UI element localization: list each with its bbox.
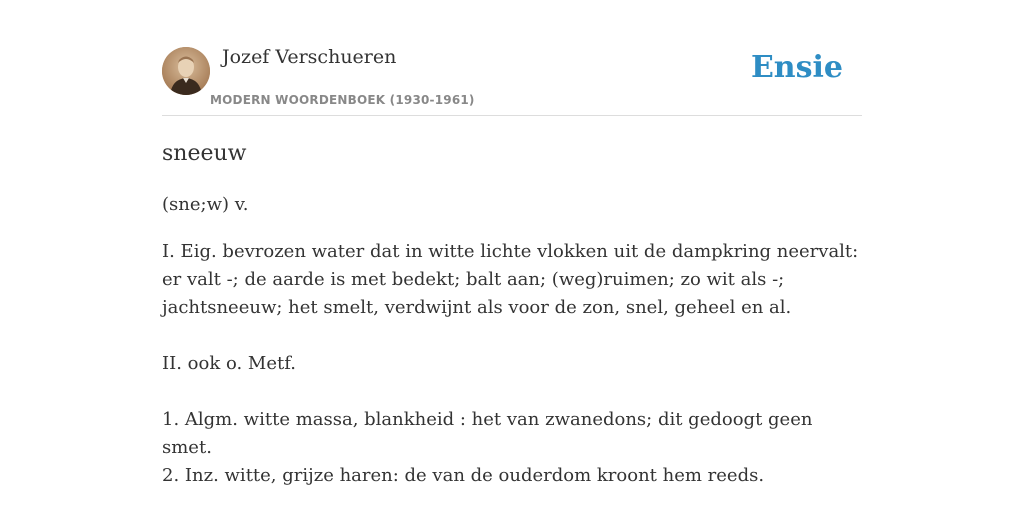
definition-paragraph: 1. Algm. witte massa, blankheid : het van zwanedons; dit gedoogt geen smet.	[162, 409, 813, 458]
definition-paragraph: II. ook o. Metf.	[162, 353, 296, 374]
author-avatar[interactable]	[162, 47, 210, 95]
dictionary-entry	[162, 138, 862, 490]
definition-paragraph: 2. Inz. witte, grijze haren: de van de ouderdom kroont hem reeds.	[162, 465, 765, 486]
entry-card	[162, 0, 862, 512]
definition-paragraph: I. Eig. bevrozen water dat in witte lichte vlokken uit de dampkring neervalt: er valt -; de aarde is met bedekt; balt aan; (weg)ruimen; zo wit als -; jachtsneeuw; het smelt, verdwijnt als voor de zon, snel, geheel en al.	[162, 241, 859, 318]
pronunciation: (sne;w) v.	[162, 194, 249, 215]
portrait-icon	[162, 47, 210, 95]
source-title[interactable]: MODERN WOORDENBOEK (1930-1961)	[210, 93, 475, 107]
ensie-logo[interactable]: Ensie	[750, 50, 843, 85]
paragraph-gap	[162, 378, 862, 406]
paragraph-gap	[162, 322, 862, 350]
definition	[162, 238, 862, 490]
headword: sneeuw	[162, 141, 247, 166]
author-name[interactable]: Jozef Verschueren	[222, 46, 397, 68]
header	[162, 0, 862, 116]
